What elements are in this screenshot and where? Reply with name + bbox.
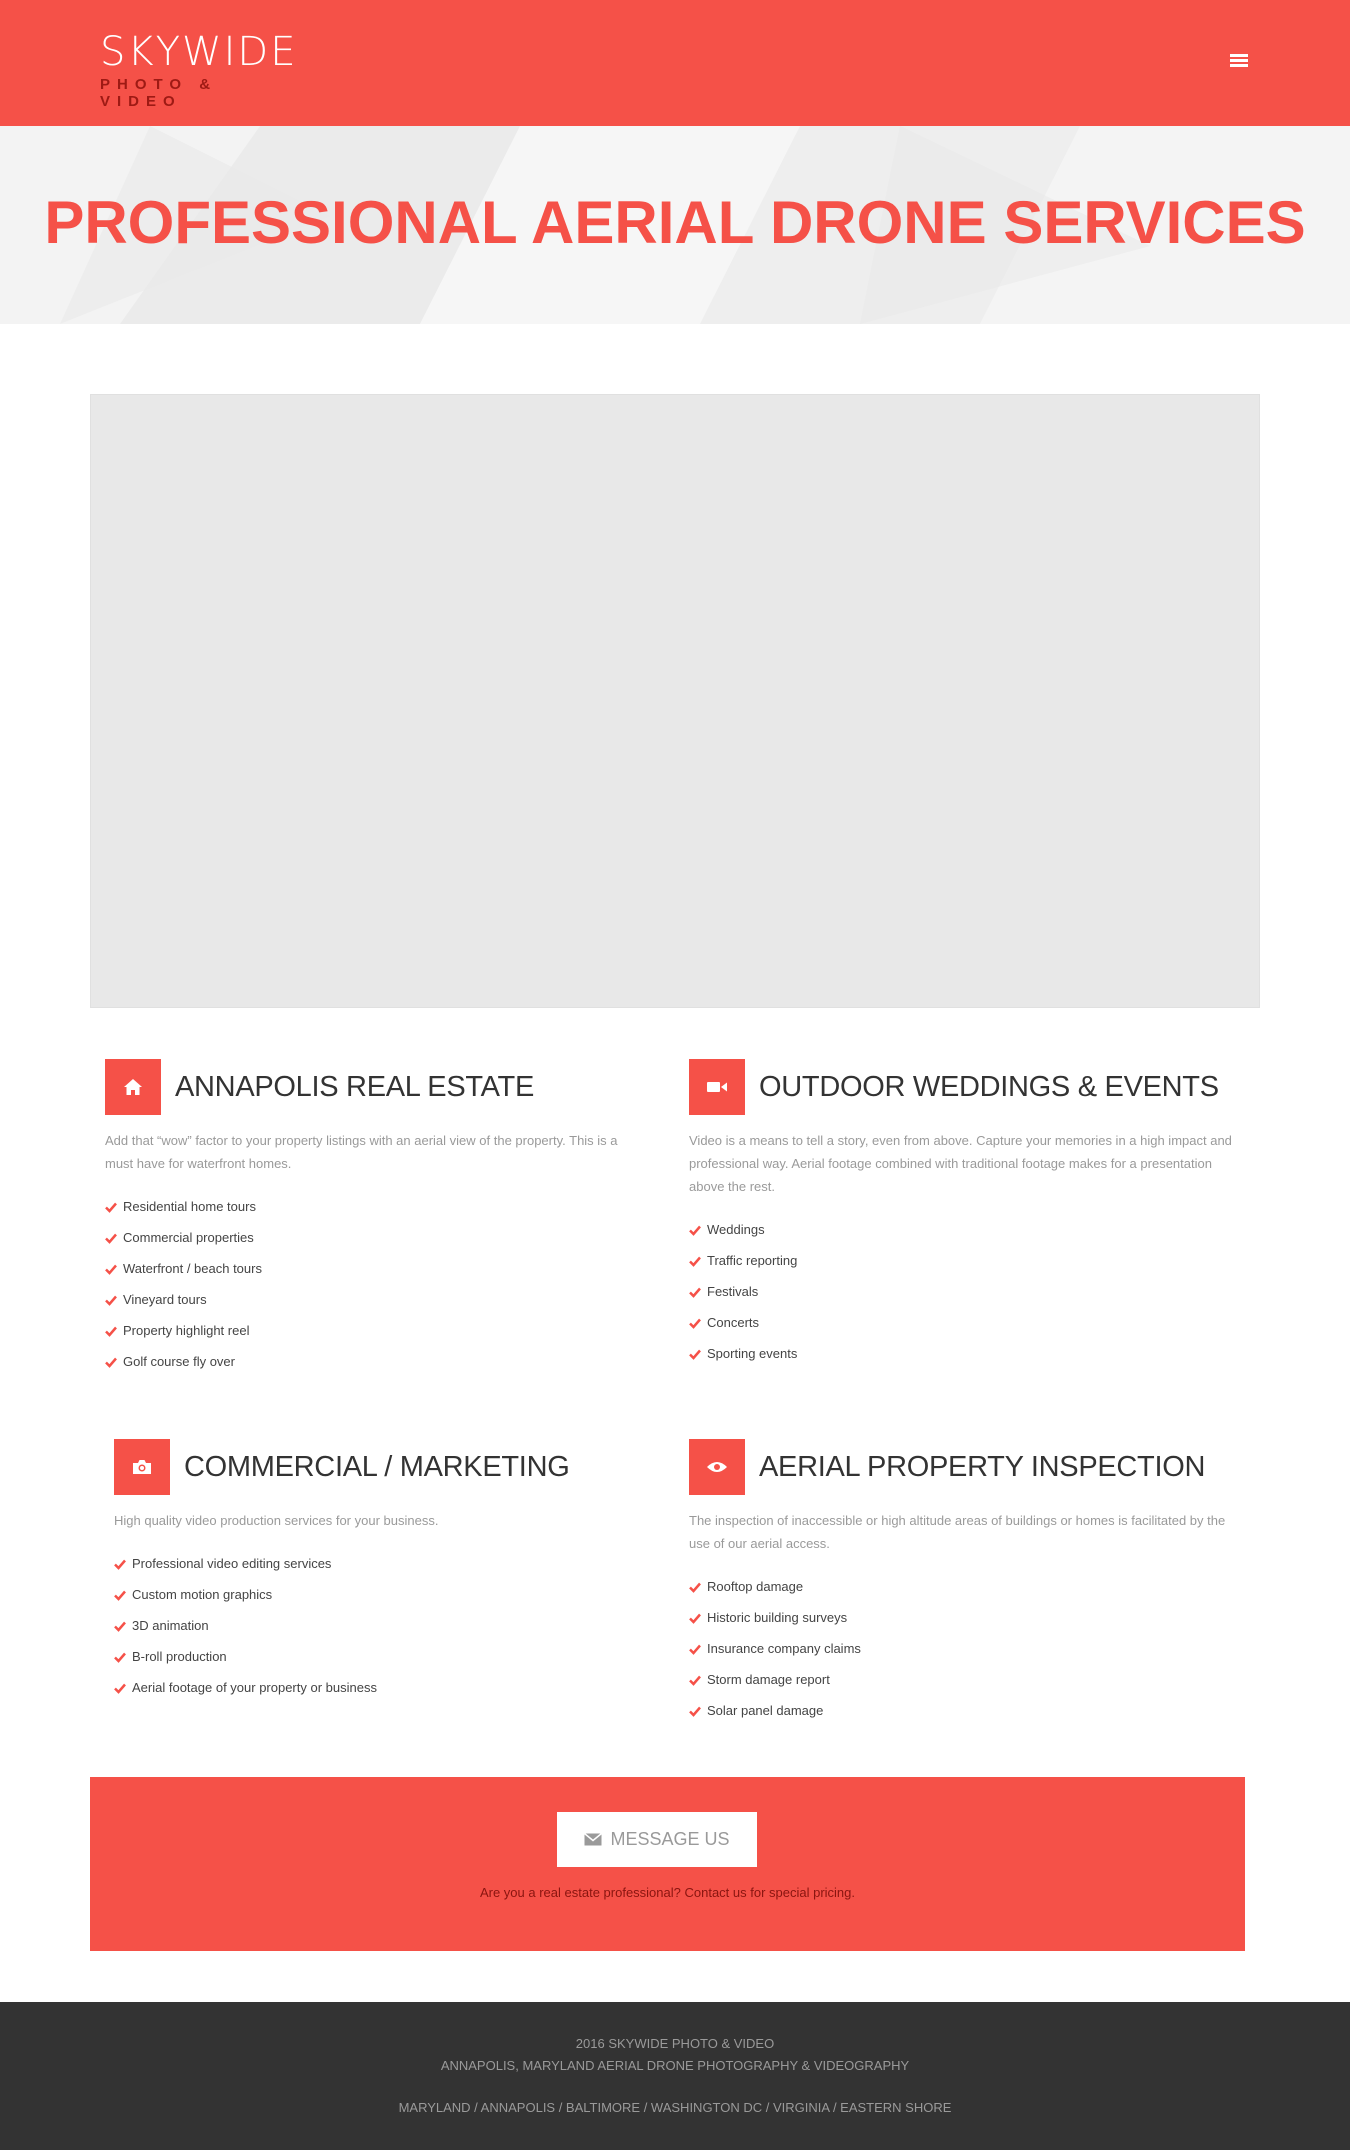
check-icon: [114, 1589, 126, 1601]
message-us-label: MESSAGE US: [610, 1829, 730, 1849]
list-item: Weddings: [689, 1214, 1249, 1245]
check-icon: [689, 1255, 701, 1267]
check-icon: [114, 1682, 126, 1694]
service-description: High quality video production services for your business.: [114, 1513, 439, 1528]
service-weddings-events: [689, 1059, 1249, 1369]
list-item: Commercial properties: [105, 1222, 645, 1253]
service-list: [689, 1571, 1249, 1726]
service-title: OUTDOOR WEDDINGS & EVENTS: [759, 1070, 1219, 1103]
home-icon: [105, 1059, 161, 1115]
list-item: Solar panel damage: [689, 1695, 1249, 1726]
cta-note: Are you a real estate professional? Contact us for special pricing.: [479, 1885, 856, 1900]
contact-cta: [90, 1777, 1245, 1951]
check-icon: [105, 1294, 117, 1306]
check-icon: [689, 1674, 701, 1686]
list-item: Aerial footage of your property or business: [114, 1672, 654, 1703]
logo-subtitle: PHOTO & VIDEO: [100, 76, 218, 110]
list-item: Professional video editing services: [114, 1548, 654, 1579]
service-description: Add that “wow” factor to your property listings with an aerial view of the property. This is a must have for waterfront homes.: [105, 1133, 618, 1171]
list-item: Rooftop damage: [689, 1571, 1249, 1602]
list-item: Golf course fly over: [105, 1346, 645, 1377]
video-embed[interactable]: [90, 394, 1260, 1008]
check-icon: [105, 1232, 117, 1244]
list-item: B-roll production: [114, 1641, 654, 1672]
check-icon: [689, 1317, 701, 1329]
check-icon: [105, 1356, 117, 1368]
service-property-inspection: [689, 1439, 1249, 1726]
service-commercial-marketing: [114, 1439, 654, 1703]
hamburger-menu-icon[interactable]: [1230, 52, 1252, 70]
service-real-estate: [105, 1059, 645, 1377]
page-title: PROFESSIONAL AERIAL DRONE SERVICES: [44, 189, 1306, 256]
check-icon: [689, 1705, 701, 1717]
service-list: [105, 1191, 645, 1377]
envelope-icon: [584, 1833, 602, 1846]
list-item: Festivals: [689, 1276, 1249, 1307]
list-item: Residential home tours: [105, 1191, 645, 1222]
service-description: The inspection of inaccessible or high altitude areas of buildings or homes is facilitated by the use of our aerial access.: [689, 1513, 1226, 1551]
video-camera-icon: [689, 1059, 745, 1115]
list-item: Vineyard tours: [105, 1284, 645, 1315]
list-item: Historic building surveys: [689, 1602, 1249, 1633]
check-icon: [689, 1643, 701, 1655]
check-icon: [105, 1263, 117, 1275]
list-item: Concerts: [689, 1307, 1249, 1338]
check-icon: [689, 1581, 701, 1593]
check-icon: [114, 1558, 126, 1570]
list-item: Insurance company claims: [689, 1633, 1249, 1664]
site-footer: [0, 2002, 1350, 2150]
check-icon: [114, 1651, 126, 1663]
service-title: ANNAPOLIS REAL ESTATE: [175, 1070, 534, 1103]
check-icon: [105, 1201, 117, 1213]
site-header: [0, 0, 1350, 126]
footer-locations: MARYLAND / ANNAPOLIS / BALTIMORE / WASHINGTON DC / VIRGINIA / EASTERN SHORE: [398, 2100, 952, 2115]
service-list: [114, 1548, 654, 1703]
list-item: Property highlight reel: [105, 1315, 645, 1346]
check-icon: [105, 1325, 117, 1337]
service-title: COMMERCIAL / MARKETING: [184, 1450, 570, 1483]
service-list: [689, 1214, 1249, 1369]
list-item: Waterfront / beach tours: [105, 1253, 645, 1284]
service-description: Video is a means to tell a story, even from above. Capture your memories in a high impact and professional way. Aerial footage combined with traditional footage makes for a presentation above the rest.: [689, 1133, 1232, 1194]
check-icon: [689, 1348, 701, 1360]
check-icon: [689, 1612, 701, 1624]
check-icon: [114, 1620, 126, 1632]
check-icon: [689, 1224, 701, 1236]
list-item: Custom motion graphics: [114, 1579, 654, 1610]
footer-tagline: ANNAPOLIS, MARYLAND AERIAL DRONE PHOTOGRAPHY & VIDEOGRAPHY: [440, 2058, 910, 2073]
list-item: Traffic reporting: [689, 1245, 1249, 1276]
logo-title: SKYWIDE: [100, 29, 298, 75]
list-item: Sporting events: [689, 1338, 1249, 1369]
list-item: 3D animation: [114, 1610, 654, 1641]
message-us-button[interactable]: [557, 1812, 757, 1867]
service-title: AERIAL PROPERTY INSPECTION: [759, 1450, 1206, 1483]
footer-copyright: 2016 SKYWIDE PHOTO & VIDEO: [575, 2036, 775, 2051]
site-logo[interactable]: [100, 30, 300, 110]
camera-icon: [114, 1439, 170, 1495]
hero-banner: [0, 126, 1350, 324]
list-item: Storm damage report: [689, 1664, 1249, 1695]
eye-icon: [689, 1439, 745, 1495]
check-icon: [689, 1286, 701, 1298]
